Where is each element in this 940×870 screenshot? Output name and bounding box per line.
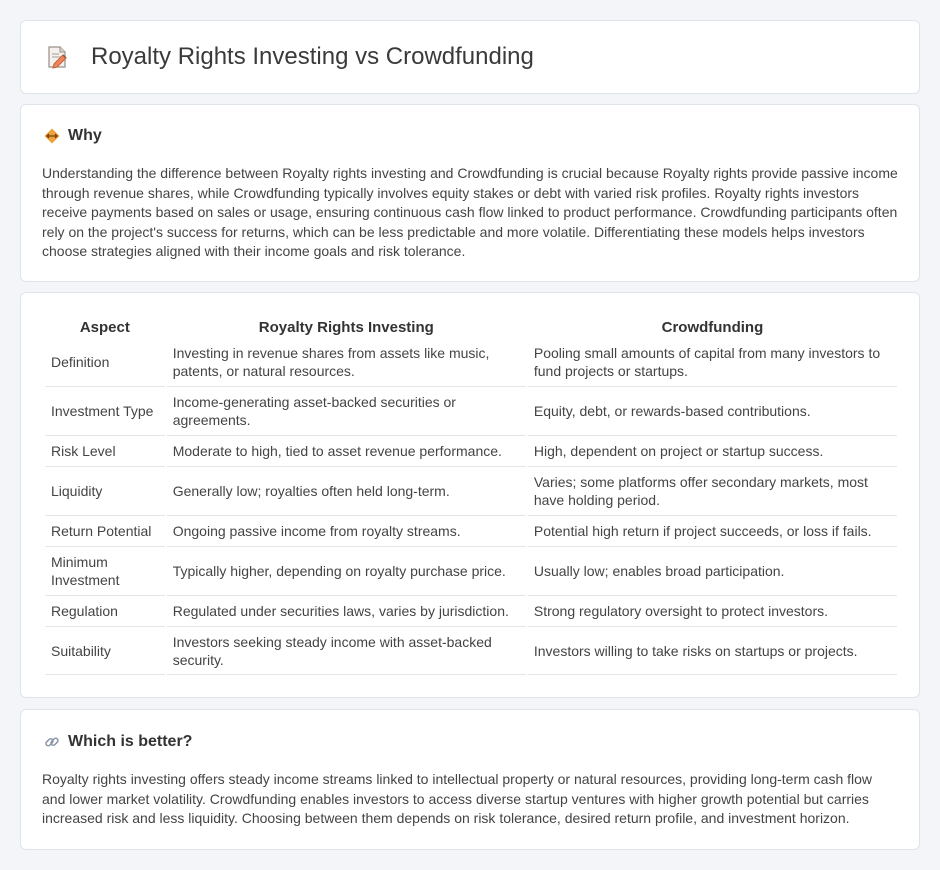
crowdfunding-cell: Investors willing to take risks on startups or projects. bbox=[528, 627, 897, 675]
aspect-cell: Liquidity bbox=[45, 467, 165, 516]
header-aspect: Aspect bbox=[79, 318, 130, 336]
table-row bbox=[45, 627, 897, 675]
royalty-cell: Investors seeking steady income with asset-backed security. bbox=[167, 627, 526, 675]
which-is-better-text: Royalty rights investing offers steady income streams linked to intellectual property or natural resources, providing long-term cash flow and lower market volatility. Crowdfunding enables investors to access diverse startup ventures with higher growth potential but carries increased risk and less liquidity. Choosing between them depends on risk tolerance, desired return profile, and investment horizon. bbox=[42, 771, 873, 827]
royalty-cell: Regulated under securities laws, varies by jurisdiction. bbox=[167, 596, 526, 627]
diamond-arrows-icon bbox=[43, 127, 61, 145]
header-royalty: Royalty Rights Investing bbox=[258, 318, 434, 336]
which-is-better-title: Which is better? bbox=[68, 733, 193, 750]
aspect-cell: Regulation bbox=[45, 596, 165, 627]
why-title: Why bbox=[68, 127, 102, 144]
title-card bbox=[20, 20, 920, 94]
header-crowdfunding: Crowdfunding bbox=[661, 318, 764, 336]
crowdfunding-cell: Equity, debt, or rewards-based contributions. bbox=[528, 387, 897, 436]
royalty-cell: Generally low; royalties often held long-term. bbox=[167, 467, 526, 516]
table-row bbox=[45, 467, 897, 516]
why-text: Understanding the difference between Royalty rights investing and Crowdfunding is crucial because Royalty rights provide passive income through revenue shares, while Crowdfunding typically involves equity stakes or debt with varied risk profiles. Royalty rights investors receive payments based on sales or usage, ensuring continuous cash flow linked to product performance. Crowdfunding participants often rely on the project's success for returns, which can be less predictable and more volatile. Differentiating these models helps investors choose strategies aligned with their income goals and risk tolerance. bbox=[42, 165, 898, 260]
royalty-cell: Ongoing passive income from royalty streams. bbox=[167, 516, 526, 547]
table-row bbox=[45, 387, 897, 436]
royalty-cell: Typically higher, depending on royalty purchase price. bbox=[167, 547, 526, 596]
aspect-cell: Return Potential bbox=[45, 516, 165, 547]
crowdfunding-cell: Usually low; enables broad participation. bbox=[528, 547, 897, 596]
royalty-cell: Income-generating asset-backed securities or agreements. bbox=[167, 387, 526, 436]
aspect-cell: Definition bbox=[45, 337, 165, 387]
table-row bbox=[45, 337, 897, 387]
table-row bbox=[45, 436, 897, 467]
table-header-row bbox=[45, 317, 897, 337]
why-section bbox=[20, 104, 920, 282]
page-title: Royalty Rights Investing vs Crowdfunding bbox=[91, 43, 534, 70]
comparison-table-card bbox=[20, 292, 920, 698]
crowdfunding-cell: Varies; some platforms offer secondary markets, most have holding period. bbox=[528, 467, 897, 516]
crowdfunding-cell: Potential high return if project succeeds, or loss if fails. bbox=[528, 516, 897, 547]
aspect-cell: Suitability bbox=[45, 627, 165, 675]
document-pencil-icon bbox=[47, 45, 69, 69]
royalty-cell: Moderate to high, tied to asset revenue performance. bbox=[167, 436, 526, 467]
link-icon bbox=[43, 733, 61, 751]
aspect-cell: Investment Type bbox=[45, 387, 165, 436]
crowdfunding-cell: High, dependent on project or startup success. bbox=[528, 436, 897, 467]
table-row bbox=[45, 547, 897, 596]
which-is-better-section bbox=[20, 709, 920, 850]
aspect-cell: Minimum Investment bbox=[45, 547, 165, 596]
table-row bbox=[45, 516, 897, 547]
crowdfunding-cell: Strong regulatory oversight to protect investors. bbox=[528, 596, 897, 627]
royalty-cell: Investing in revenue shares from assets like music, patents, or natural resources. bbox=[167, 337, 526, 387]
aspect-cell: Risk Level bbox=[45, 436, 165, 467]
table-row bbox=[45, 596, 897, 627]
crowdfunding-cell: Pooling small amounts of capital from many investors to fund projects or startups. bbox=[528, 337, 897, 387]
comparison-table bbox=[43, 317, 899, 675]
